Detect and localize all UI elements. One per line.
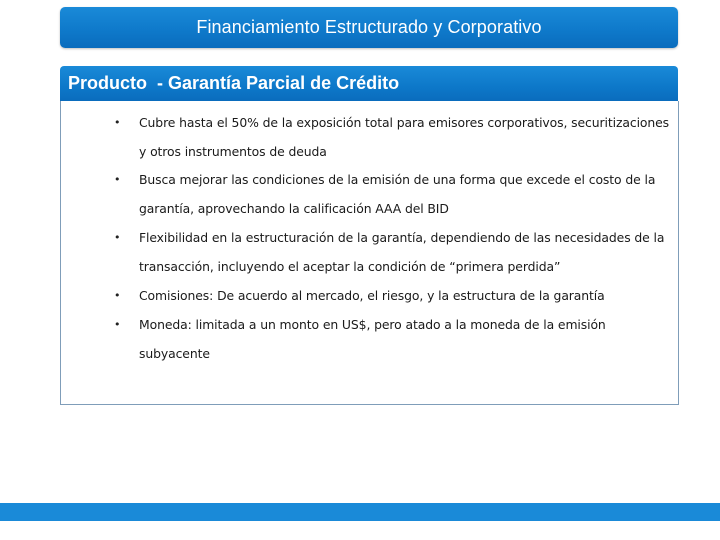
product-header — [60, 66, 678, 101]
title-banner — [60, 7, 678, 48]
bullet-text: Cubre hasta el 50% de la exposición total para emisores corporativos, securitizaciones y otros instrumentos de deuda — [139, 115, 670, 159]
bullet-icon: • — [114, 173, 121, 186]
bullet-text: Flexibilidad en la estructuración de la garantía, dependiendo de las necesidades de la transacción, incluyendo el aceptar la condición de “primera perdida” — [139, 230, 665, 274]
slide-title: Financiamiento Estructurado y Corporativo — [196, 17, 542, 37]
content-box — [60, 101, 679, 405]
bullet-text: Busca mejorar las condiciones de la emisión de una forma que excede el costo de la garantía, aprovechando la calificación AAA del BID — [139, 172, 656, 216]
bullet-icon: • — [114, 231, 121, 244]
footer-bar — [0, 503, 720, 521]
bullet-text: Moneda: limitada a un monto en US$, pero atado a la moneda de la emisión subyacente — [139, 317, 606, 361]
bullet-text: Comisiones: De acuerdo al mercado, el riesgo, y la estructura de la garantía — [139, 288, 605, 303]
bullet-icon: • — [114, 289, 121, 302]
bullet-icon: • — [114, 318, 121, 331]
product-title: Producto - Garantía Parcial de Crédito — [68, 73, 400, 93]
bullet-icon: • — [114, 116, 121, 129]
